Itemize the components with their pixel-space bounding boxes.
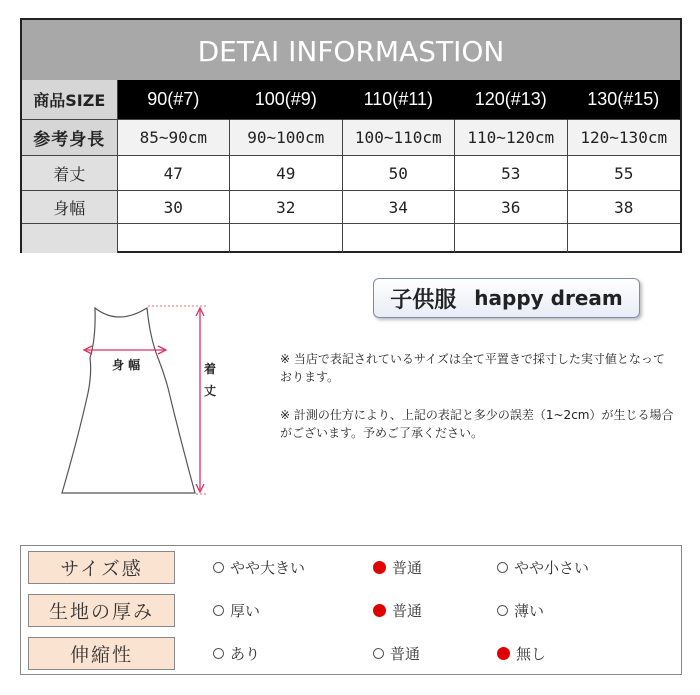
brand-jp: 子供服 [390, 287, 457, 313]
width-cell: 36 [455, 191, 567, 224]
blank-cell [568, 224, 680, 253]
size-cell: 130(#15) [568, 80, 680, 120]
length-cell: 47 [118, 156, 230, 191]
length-measure-label-1: 着 [204, 362, 217, 376]
rating-row-thickness [21, 589, 681, 632]
circle-empty-icon [213, 562, 224, 573]
rating-label: 生地の厚み [28, 594, 175, 627]
brand-badge [373, 278, 640, 318]
width-label: 身幅 [22, 191, 118, 224]
rating-option [497, 557, 589, 578]
tolerance-note: ※ 計測の仕方により、上記の表記と多少の誤差（1~2cm）が生じる場合がございます。予めご了承ください。 [280, 408, 674, 440]
rating-option [373, 643, 420, 664]
rating-option [213, 643, 260, 664]
circle-empty-icon [213, 605, 224, 616]
length-cell: 50 [343, 156, 455, 191]
height-cell: 120~130cm [568, 120, 680, 156]
size-row [22, 80, 680, 120]
rating-option-label: 厚い [230, 602, 261, 620]
width-row [22, 191, 680, 224]
length-cell: 55 [568, 156, 680, 191]
dress-illustration [60, 298, 230, 503]
size-cell: 90(#7) [118, 80, 230, 120]
circle-empty-icon [497, 562, 508, 573]
length-cell: 49 [230, 156, 342, 191]
rating-option-label: やや小さい [514, 559, 590, 577]
blank-cell [343, 224, 455, 253]
size-cell: 100(#9) [230, 80, 342, 120]
blank-cell [230, 224, 342, 253]
rating-option-label: 普通 [392, 559, 423, 577]
length-label: 着丈 [22, 156, 118, 191]
circle-filled-icon [373, 561, 386, 574]
length-measure-label-2: 丈 [204, 384, 217, 398]
height-cell: 90~100cm [230, 120, 342, 156]
rating-option-label: 普通 [390, 645, 421, 663]
blank-cell [455, 224, 567, 253]
table-title: DETAI INFORMASTION [22, 20, 680, 80]
rating-option-label: あり [230, 645, 261, 663]
rating-row-stretch [21, 632, 681, 675]
width-cell: 32 [230, 191, 342, 224]
rating-option [213, 557, 305, 578]
dress-outline-icon [60, 298, 230, 503]
rating-option-label: やや大きい [230, 559, 306, 577]
rating-row-size-feel [21, 546, 681, 589]
length-cell: 53 [455, 156, 567, 191]
width-cell: 34 [343, 191, 455, 224]
blank-row [22, 224, 680, 253]
size-cell: 120(#13) [455, 80, 567, 120]
rating-label: サイズ感 [28, 551, 175, 584]
rating-option [213, 600, 260, 621]
circle-filled-icon [373, 604, 386, 617]
rating-option-label: 薄い [514, 602, 545, 620]
size-cell: 110(#11) [343, 80, 455, 120]
brand-en: happy dream [474, 286, 623, 310]
rating-option-selected [373, 557, 422, 578]
rating-option-label: 普通 [392, 602, 423, 620]
length-row [22, 156, 680, 191]
width-cell: 38 [568, 191, 680, 224]
width-measure-label: 身 幅 [112, 358, 141, 372]
blank-cell [118, 224, 230, 253]
size-table [20, 18, 682, 253]
rating-option-selected [497, 643, 546, 664]
size-header-label: 商品SIZE [22, 80, 118, 120]
height-label: 参考身長 [22, 120, 118, 156]
height-cell: 85~90cm [118, 120, 230, 156]
rating-option-label: 無し [516, 645, 547, 663]
circle-empty-icon [497, 605, 508, 616]
rating-table [20, 545, 682, 675]
rating-option [497, 600, 544, 621]
height-cell: 110~120cm [455, 120, 567, 156]
measurement-note: ※ 当店で表記されているサイズは全て平置きで採寸した実寸値となっております。 [280, 352, 665, 384]
circle-empty-icon [373, 648, 384, 659]
blank-cell [22, 224, 118, 253]
circle-filled-icon [497, 647, 510, 660]
rating-label: 伸縮性 [28, 637, 175, 670]
height-cell: 100~110cm [343, 120, 455, 156]
width-cell: 30 [118, 191, 230, 224]
rating-option-selected [373, 600, 422, 621]
circle-empty-icon [213, 648, 224, 659]
height-row [22, 120, 680, 156]
